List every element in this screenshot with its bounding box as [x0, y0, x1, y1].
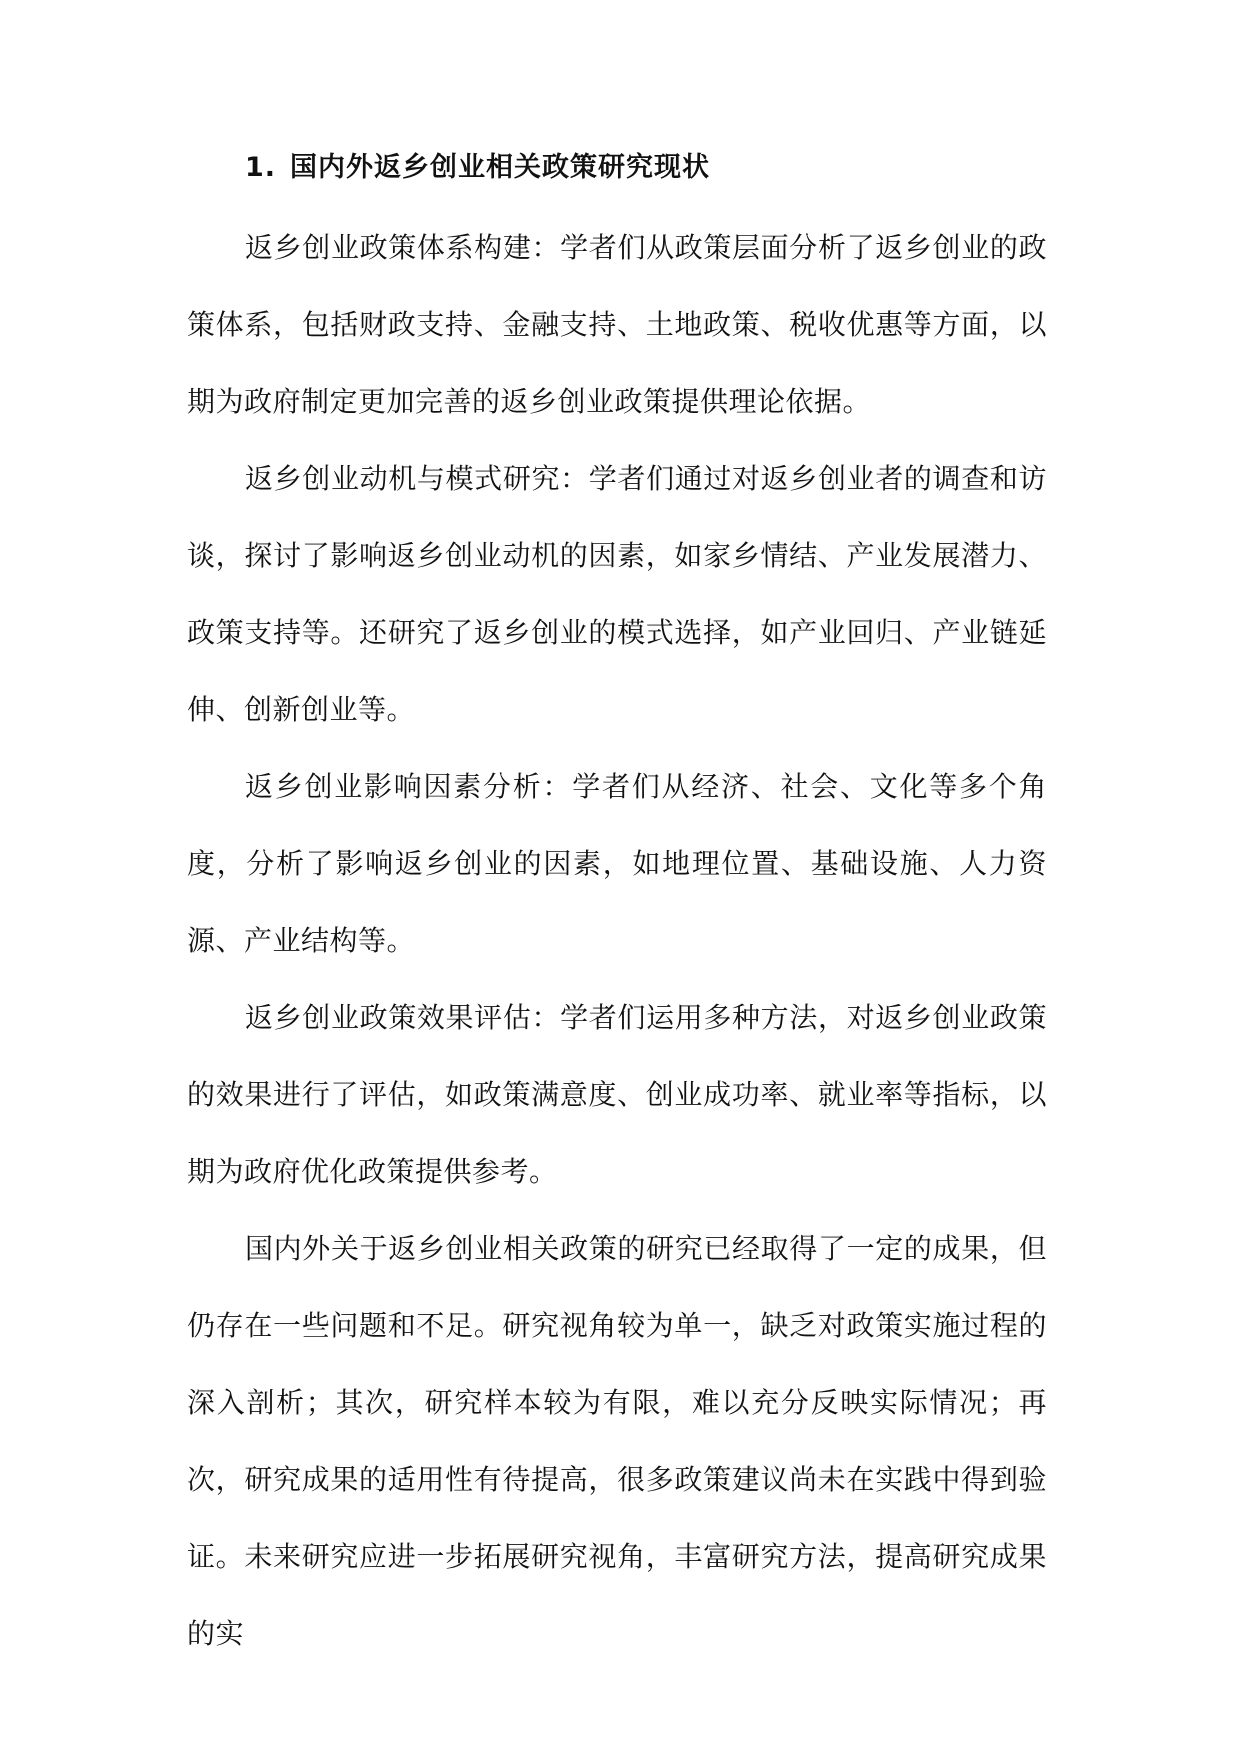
paragraph-motivation-model: 返乡创业动机与模式研究：学者们通过对返乡创业者的调查和访谈，探讨了影响返乡创业动机的因素，如家乡情结、产业发展潜力、政策支持等。还研究了返乡创业的模式选择，如产业回归、产业链延伸、创新创业等。 [187, 462, 1047, 726]
document-body [187, 148, 1047, 1672]
paragraph-summary: 国内外关于返乡创业相关政策的研究已经取得了一定的成果，但仍存在一些问题和不足。研究视角较为单一，缺乏对政策实施过程的深入剖析；其次，研究样本较为有限，难以充分反映实际情况；再次，研究成果的适用性有待提高，很多政策建议尚未在实践中得到验证。未来研究应进一步拓展研究视角，丰富研究方法，提高研究成果的实 [187, 1232, 1047, 1650]
paragraph-policy-system: 返乡创业政策体系构建：学者们从政策层面分析了返乡创业的政策体系，包括财政支持、金融支持、土地政策、税收优惠等方面，以期为政府制定更加完善的返乡创业政策提供理论依据。 [187, 231, 1047, 418]
section-title: 国内外返乡创业相关政策研究现状 [290, 152, 711, 183]
paragraph-influencing-factors: 返乡创业影响因素分析：学者们从经济、社会、文化等多个角度，分析了影响返乡创业的因素，如地理位置、基础设施、人力资源、产业结构等。 [187, 770, 1047, 957]
section-heading [245, 148, 1047, 188]
section-number: 1. [245, 152, 277, 183]
paragraph-policy-evaluation: 返乡创业政策效果评估：学者们运用多种方法，对返乡创业政策的效果进行了评估，如政策满意度、创业成功率、就业率等指标，以期为政府优化政策提供参考。 [187, 1001, 1047, 1188]
